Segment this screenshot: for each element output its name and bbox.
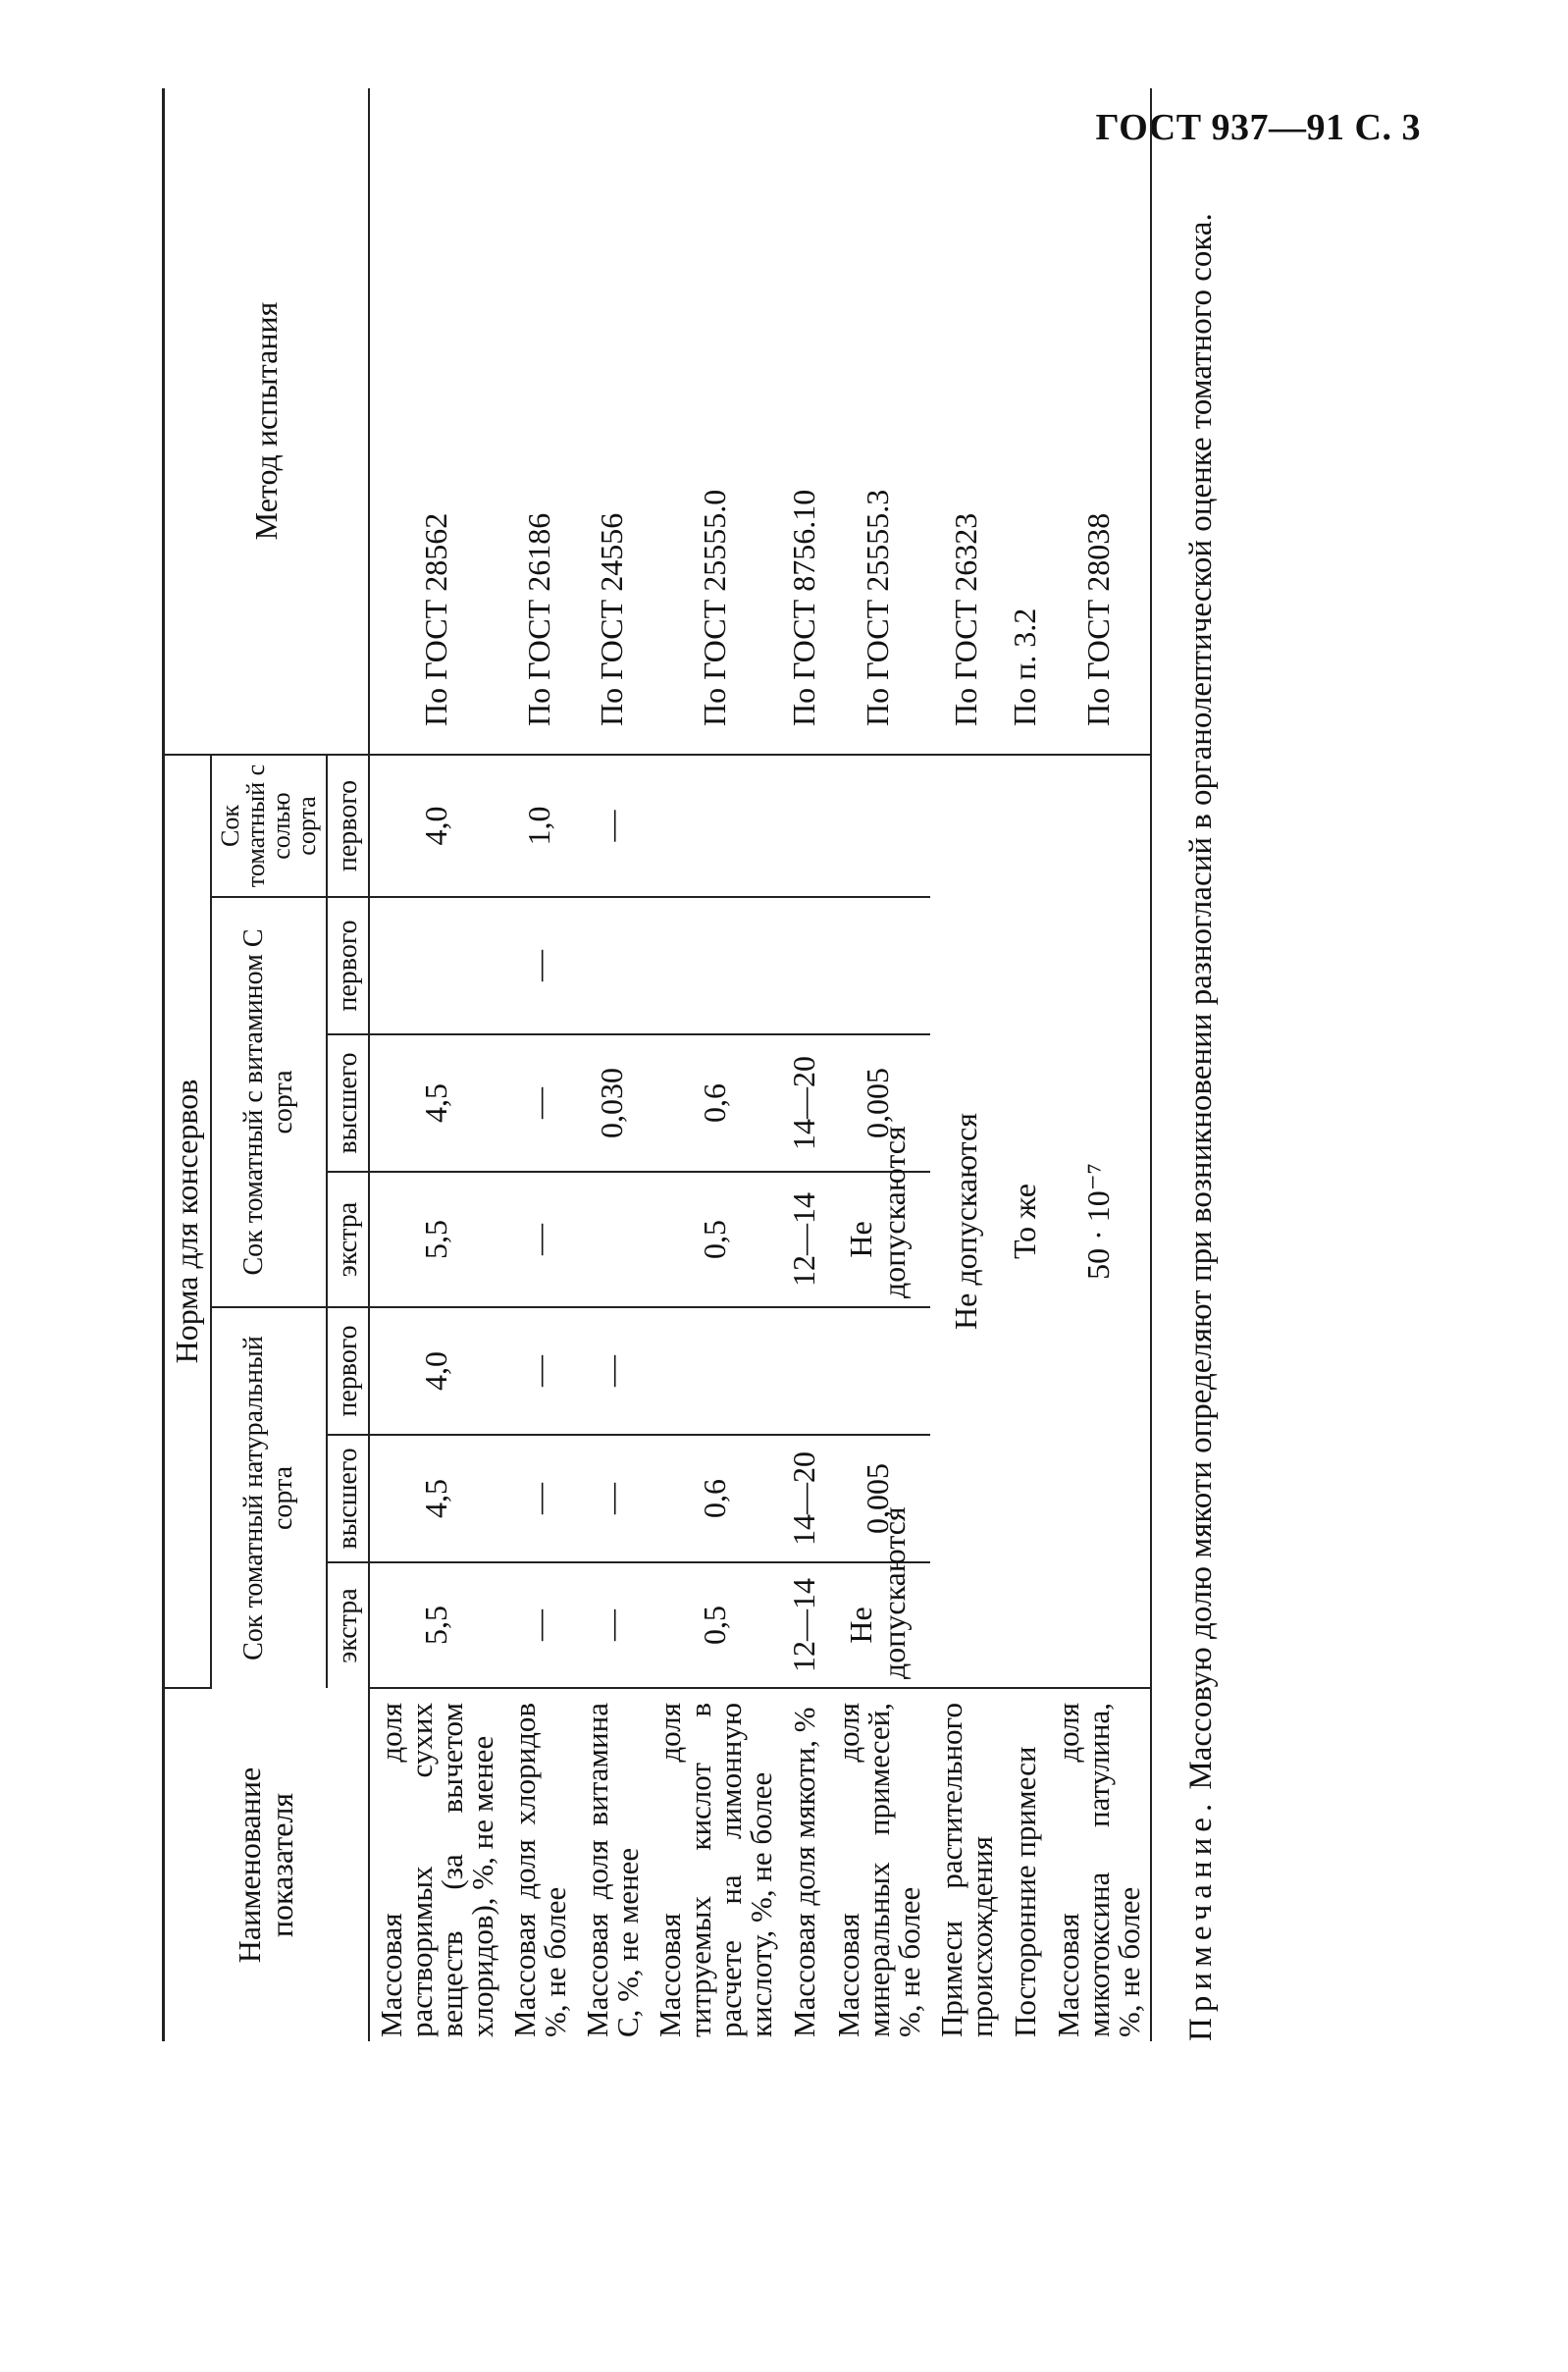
note-text: Массовую долю мякоти определяют при возникновении разногласий в органолептической оценке томатного сока.: [1183, 213, 1220, 1790]
rotated-table-area: [162, 186, 1339, 2041]
value-cell: 4,0: [369, 1307, 503, 1435]
grade-higher: высшего: [327, 1435, 369, 1562]
value-cell: 0,6: [649, 1435, 782, 1562]
method-cell: По ГОСТ 24556: [576, 88, 649, 755]
table-row: [1003, 88, 1048, 2041]
header-method: Метод испытания: [164, 88, 369, 755]
value-cell: [576, 1172, 649, 1307]
value-cell: —: [576, 1435, 649, 1562]
method-cell: По п. 3.2: [1003, 88, 1048, 755]
value-cell: 4,5: [369, 1034, 503, 1172]
value-cell: —: [503, 1435, 576, 1562]
value-cell: —: [503, 1172, 576, 1307]
indicator-cell: Массовая доля витамина С, %, не менее: [579, 1703, 645, 2037]
value-cell: [782, 755, 827, 897]
value-cell: 4,0: [369, 755, 503, 897]
value-cell: 12—14: [782, 1172, 827, 1307]
table-row: [369, 88, 503, 2041]
method-cell: По ГОСТ 28038: [1047, 88, 1151, 755]
value-cell: [576, 897, 649, 1034]
value-cell: 0,005: [827, 1034, 930, 1172]
indicator-cell: Примеси растительного происхождения: [933, 1703, 999, 2037]
value-cell: 0,6: [649, 1034, 782, 1172]
value-cell: 1,0: [503, 755, 576, 897]
rotated-content: [162, 186, 1339, 2041]
value-cell: 14—20: [782, 1435, 827, 1562]
method-cell: По ГОСТ 26186: [503, 88, 576, 755]
header-group-vitamin: Сок томатный с витамином С сорта: [211, 897, 327, 1307]
value-cell: 4,5: [369, 1435, 503, 1562]
method-cell: По ГОСТ 28562: [369, 88, 503, 755]
table-row: [503, 88, 576, 2041]
value-cell: —: [576, 755, 649, 897]
spanning-value-cell: То же: [1003, 755, 1048, 1688]
grade-first: первого: [327, 755, 369, 897]
value-cell: 14—20: [782, 1034, 827, 1172]
indicator-cell: Массовая доля растворимых сухих веществ (за вычетом хлоридов), %, не менее: [373, 1703, 499, 2037]
value-cell: —: [503, 897, 576, 1034]
grade-extra: экстра: [327, 1562, 369, 1688]
note-lead: Примечание.: [1183, 1797, 1220, 2041]
grade-first: первого: [327, 1307, 369, 1435]
value-cell: —: [503, 1034, 576, 1172]
value-cell: 5,5: [369, 1562, 503, 1688]
value-cell: —: [503, 1307, 576, 1435]
table-row: [649, 88, 782, 2041]
header-indicator: Наименование показателя: [164, 1688, 369, 2041]
value-cell: —: [503, 1562, 576, 1688]
grade-first: первого: [327, 897, 369, 1034]
indicator-cell: Массовая доля минеральных примесей, %, не более: [830, 1703, 926, 2037]
table-row: [1047, 88, 1151, 2041]
value-cell: Не допускаются: [827, 1172, 930, 1307]
spanning-value-cell: 50 · 10⁻⁷: [1047, 755, 1151, 1688]
grade-extra: экстра: [327, 1172, 369, 1307]
value-cell: [827, 1307, 930, 1435]
value-cell: —: [576, 1307, 649, 1435]
spanning-value-cell: Не допускаются: [930, 755, 1003, 1688]
method-cell: По ГОСТ 25555.0: [649, 88, 782, 755]
value-cell: 0,5: [649, 1562, 782, 1688]
table-row: [576, 88, 649, 2041]
value-cell: [782, 1307, 827, 1435]
page-header: ГОСТ 937—91 С. 3: [1095, 107, 1421, 148]
indicator-cell: Массовая доля титруемых кислот в расчете на лимонную кислоту, %, не более: [652, 1703, 778, 2037]
method-cell: По ГОСТ 25555.3: [827, 88, 930, 755]
header-group-salt: Сок томатный с солью сорта: [211, 755, 327, 897]
value-cell: 0,5: [649, 1172, 782, 1307]
value-cell: —: [576, 1562, 649, 1688]
value-cell: [827, 755, 930, 897]
value-cell: [782, 897, 827, 1034]
indicator-cell: Массовая доля хлоридов %, не более: [506, 1703, 572, 2037]
value-cell: 0,005: [827, 1435, 930, 1562]
value-cell: [649, 755, 782, 897]
value-cell: 12—14: [782, 1562, 827, 1688]
table-row: [782, 88, 827, 2041]
method-cell: По ГОСТ 8756.10: [782, 88, 827, 755]
table-note: [1181, 186, 1222, 2041]
indicator-cell: Массовая доля микотоксина патулина, %, не более: [1047, 1688, 1151, 2041]
value-cell: [649, 897, 782, 1034]
table-row: [930, 88, 1003, 2041]
value-cell: 5,5: [369, 1172, 503, 1307]
header-group-natural: Сок томатный натуральный сорта: [211, 1307, 327, 1688]
header-norm: Норма для консервов: [164, 755, 211, 1688]
indicator-cell: Посторонние примеси: [1007, 1746, 1042, 2037]
norms-table: [162, 88, 1152, 2041]
value-cell: [827, 897, 930, 1034]
value-cell: [649, 1307, 782, 1435]
table-row: [827, 88, 930, 2041]
value-cell: [369, 897, 503, 1034]
grade-higher: высшего: [327, 1034, 369, 1172]
method-cell: По ГОСТ 26323: [930, 88, 1003, 755]
indicator-cell: Массовая доля мякоти, %: [787, 1707, 822, 2037]
value-cell: Не допускаются: [827, 1562, 930, 1688]
value-cell: 0,030: [576, 1034, 649, 1172]
